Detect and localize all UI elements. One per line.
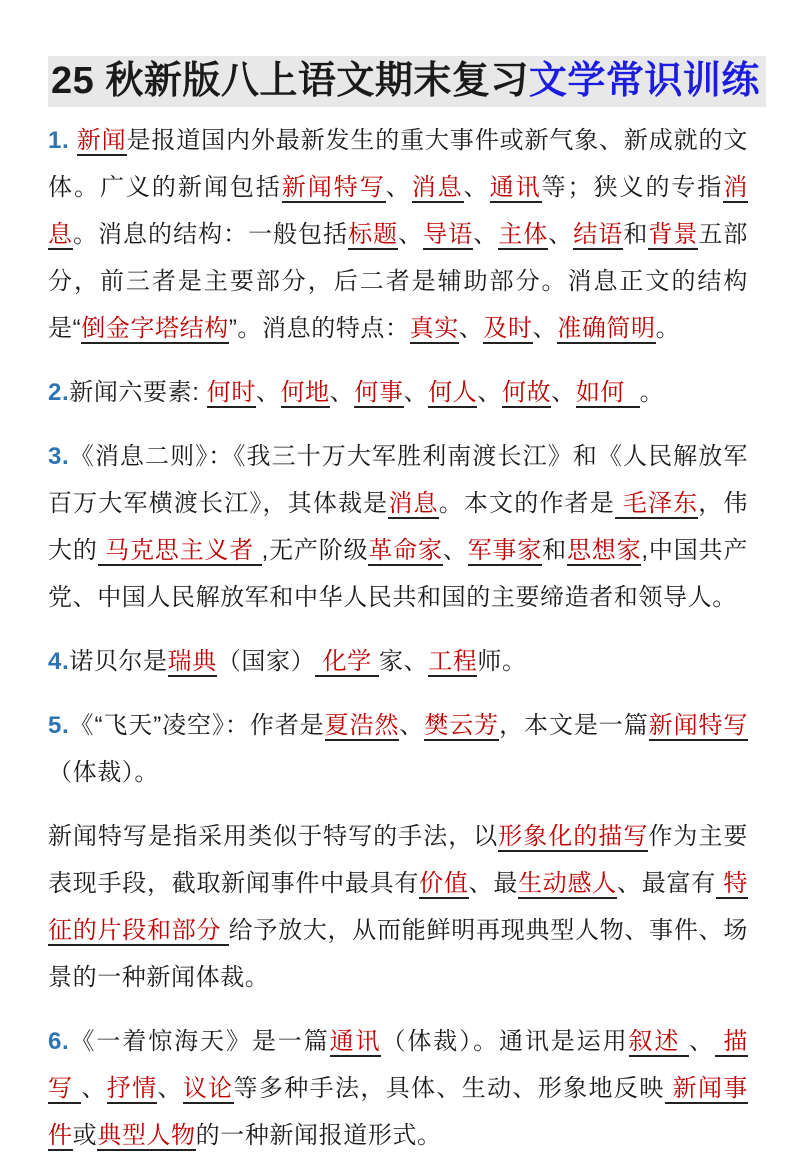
answer-blank: 及时 [483,315,533,342]
text-run: 、 [477,379,503,406]
answer-blank: 真实 [409,315,459,342]
question-item [48,369,748,416]
item-number: 3. [48,443,70,470]
text-run: （体裁）。 [48,759,159,786]
answer-blank: 通讯 [489,174,542,201]
text-run: ”。消息的特点： [228,315,410,342]
answer-blank: 典型人物 [97,1122,196,1149]
worksheet-content [48,117,748,1159]
text-run: 作为主要表现手段，截取新闻事件中最具有 [48,823,748,897]
text-run: 和 [623,221,649,248]
text-run: 家、 [378,648,429,675]
answer-blank: 主体 [498,221,549,248]
item-number: 4. [48,648,70,675]
answer-blank: 樊云芳 [424,712,500,739]
answer-blank: 抒情 [106,1075,158,1102]
text-run: ,中国共产党、中国人民解放军和中华人民共和国的主要缔造者和领导人。 [48,537,748,611]
text-run: 《一着惊海天》是一篇 [69,1028,330,1055]
text-run: 《消息二则》：《我三十万大军胜利南渡长江》和《人民解放军百万大军横渡长江》，其体裁是 [48,443,748,517]
item-number: 2. [48,379,70,406]
answer-blank: 通讯 [329,1028,382,1055]
answer-blank: 叙述 [628,1028,689,1055]
item-number: 1. [48,127,77,154]
text-run: 、 [329,379,355,406]
text-run: 等；狭义的专指 [541,174,724,201]
answer-blank: 标题 [348,221,399,248]
answer-blank: 背景 [648,221,699,248]
answer-blank: 马克思主义者 [97,537,262,564]
text-run: 新闻六要素: [69,379,207,406]
answer-blank: 生动感人 [518,870,618,897]
text-run: 。 [639,379,665,406]
answer-blank: 消息 [388,490,439,517]
text-run: 的一种新闻报道形式。 [195,1122,442,1149]
question-item [48,1018,748,1159]
answer-blank: 价值 [419,870,469,897]
title-topic-part: 文学常识训练 [528,60,760,102]
text-run: 等多种手法，具体、生动、形象地反映 [233,1075,665,1102]
answer-blank: 思想家 [566,537,642,564]
definition-paragraph [48,813,748,1001]
answer-blank: 何时 [206,379,256,406]
answer-blank: 新闻 [76,127,127,154]
text-run: 、 [442,537,468,564]
answer-blank: 倒金字塔结构 [81,315,229,342]
text-run: 、 [157,1075,183,1102]
answer-blank: 毛泽东 [614,490,699,517]
text-run: 、 [473,221,499,248]
text-run: 师。 [477,648,527,675]
question-item [48,433,748,621]
text-run: ,无产阶级 [261,537,369,564]
text-run: 。消息的结构：一般包括 [73,221,349,248]
text-run: 诺贝尔是 [69,648,168,675]
answer-blank: 化学 [315,648,379,675]
text-run: 、 [255,379,281,406]
text-run: 或 [72,1122,98,1149]
answer-blank: 革命家 [368,537,443,564]
answer-blank: 特征的片段和部分 [48,870,749,944]
answer-blank: 何故 [502,379,552,406]
text-run: 、 [398,221,424,248]
text-run: 、 [403,379,429,406]
text-run: 、 [551,379,576,406]
answer-blank: 何事 [354,379,404,406]
answer-blank: 新闻事件 [48,1075,748,1149]
answer-blank: 消息 [48,174,748,248]
text-run: （国家） [216,648,316,675]
text-run: 、 [81,1075,107,1102]
text-run: （体裁）。通讯是运用 [381,1028,629,1055]
answer-blank: 描写 [48,1028,749,1102]
answer-blank: 导语 [423,221,474,248]
question-item [48,117,748,352]
answer-blank: 瑞典 [167,648,217,675]
text-run: 、 [458,315,484,342]
answer-blank: 军事家 [467,537,543,564]
answer-blank: 何地 [280,379,330,406]
answer-blank: 何人 [428,379,478,406]
answer-blank: 结语 [573,221,624,248]
item-number: 6. [48,1028,70,1055]
answer-blank: 消息 [411,174,464,201]
answer-blank: 议论 [182,1075,234,1102]
page-title [48,56,766,107]
text-run: 、最富有 [617,870,716,897]
text-run: 。本文的作者是 [438,490,615,517]
answer-blank: 新闻特写 [281,174,386,201]
text-run: 五部分，前三者是主要部分，后二者是辅助部分。消息正文的结构是“ [48,221,748,342]
item-number: 5. [48,712,70,739]
answer-blank: 夏浩然 [324,712,400,739]
answer-blank: 如何 [575,379,640,406]
question-item [48,638,748,685]
answer-blank: 准确简明 [557,315,656,342]
text-run: 给予放大，从而能鲜明再现典型人物、事件、场景的一种新闻体裁。 [48,917,748,991]
text-run: 和 [542,537,567,564]
text-run: 、 [463,174,490,201]
answer-blank: 新闻特写 [648,712,749,739]
text-run: 《“飞天”凌空》：作者是 [69,712,325,739]
text-run: 、 [548,221,574,248]
text-run: 。 [655,315,681,342]
text-run: 、 [385,174,412,201]
answer-blank: 工程 [428,648,478,675]
text-run: 、 [688,1028,715,1055]
question-item [48,702,748,796]
text-run: ，本文是一篇 [499,712,649,739]
text-run: 、 [399,712,425,739]
title-course-part: 25 秋新版八上语文期末复习 [51,60,529,102]
text-run: 是报道国内外最新发生的重大事件或新气象、新成就的文体。广义的新闻包括 [48,127,749,201]
text-run: 新闻特写是指采用类似于特写的手法，以 [48,823,499,850]
text-run: 、 [532,315,558,342]
text-run: ，伟大的 [48,490,749,564]
answer-blank: 形象化的描写 [498,823,649,850]
text-run: 、最 [468,870,519,897]
